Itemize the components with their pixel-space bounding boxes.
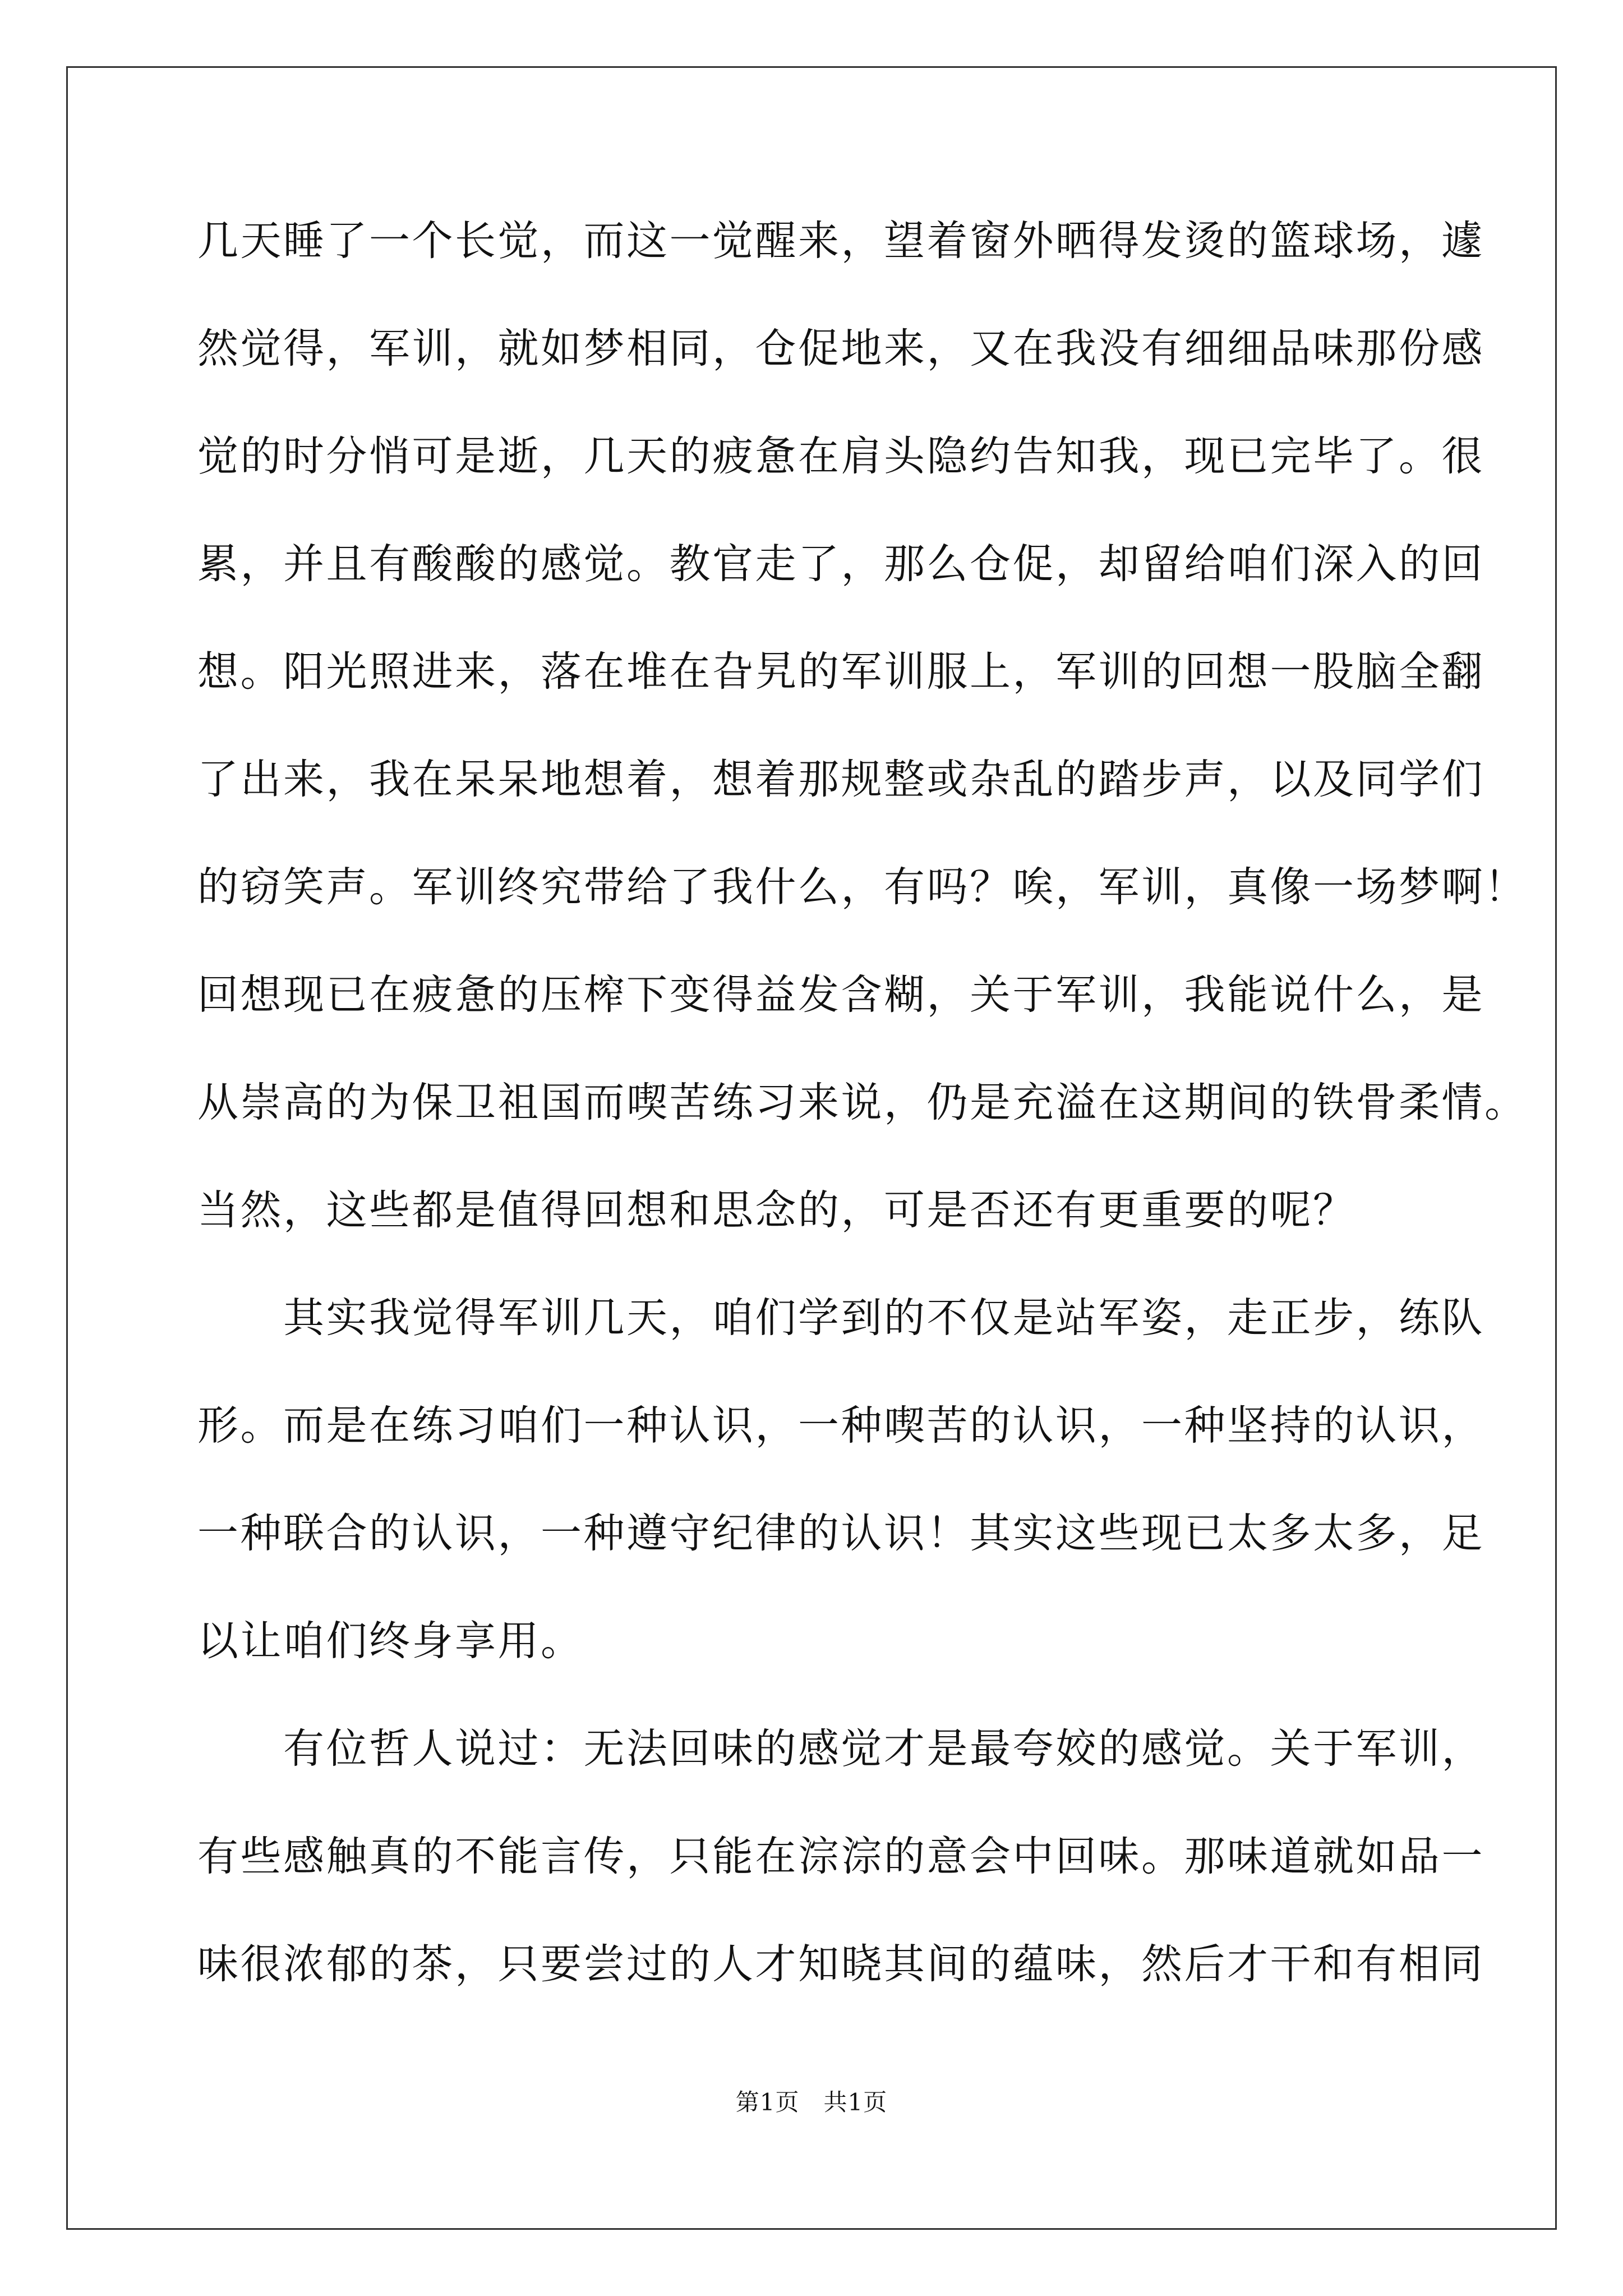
text-line: 几天睡了一个长觉，而这一觉醒来，望着窗外晒得发烫的篮球场，遽 — [197, 217, 1484, 265]
text-line: 从崇高的为保卫祖国而喫苦练习来说，仍是充溢在这期间的铁骨柔情。 — [197, 1079, 1528, 1126]
text-line: 一种联合的认识，一种遵守纪律的认识！其实这些现已太多太多，足 — [197, 1510, 1484, 1557]
text-line: 有位哲人说过：无法回味的感觉才是最夸姣的感觉。关于军训， — [197, 1725, 1484, 1773]
page-footer: 第1页 共1页 — [735, 2088, 888, 2116]
text-line: 然觉得，军训，就如梦相同，仓促地来，又在我没有细细品味那份感 — [197, 325, 1484, 372]
text-line: 当然，这些都是值得回想和思念的，可是否还有更重要的呢？ — [197, 1186, 1356, 1234]
text-line: 有些感触真的不能言传，只能在淙淙的意会中回味。那味道就如品一 — [197, 1833, 1484, 1880]
text-line: 其实我觉得军训几天，咱们学到的不仅是站军姿，走正步，练队 — [197, 1294, 1484, 1342]
text-line: 的窃笑声。军训终究带给了我什么，有吗？唉，军训，真像一场梦啊！ — [197, 863, 1528, 911]
text-line: 回想现已在疲惫的压榨下变得益发含糊，关于军训，我能说什么，是 — [197, 971, 1484, 1019]
text-line: 觉的时分悄可是逝，几天的疲惫在肩头隐约告知我，现已完毕了。很 — [197, 432, 1484, 480]
text-line: 了出来，我在呆呆地想着，想着那规整或杂乱的踏步声，以及同学们 — [197, 756, 1484, 803]
page-border — [66, 66, 1557, 2230]
text-line: 形。而是在练习咱们一种认识，一种喫苦的认识，一种坚持的认识， — [197, 1402, 1484, 1450]
text-line: 味很浓郁的茶，只要尝过的人才知晓其间的蕴味，然后才干和有相同 — [197, 1940, 1484, 1988]
text-line: 想。阳光照进来，落在堆在旮旯的军训服上，军训的回想一股脑全翻 — [197, 648, 1484, 696]
text-line: 以让咱们终身享用。 — [197, 1617, 584, 1665]
text-line: 累，并且有酸酸的感觉。教官走了，那么仓促，却留给咱们深入的回 — [197, 540, 1484, 588]
